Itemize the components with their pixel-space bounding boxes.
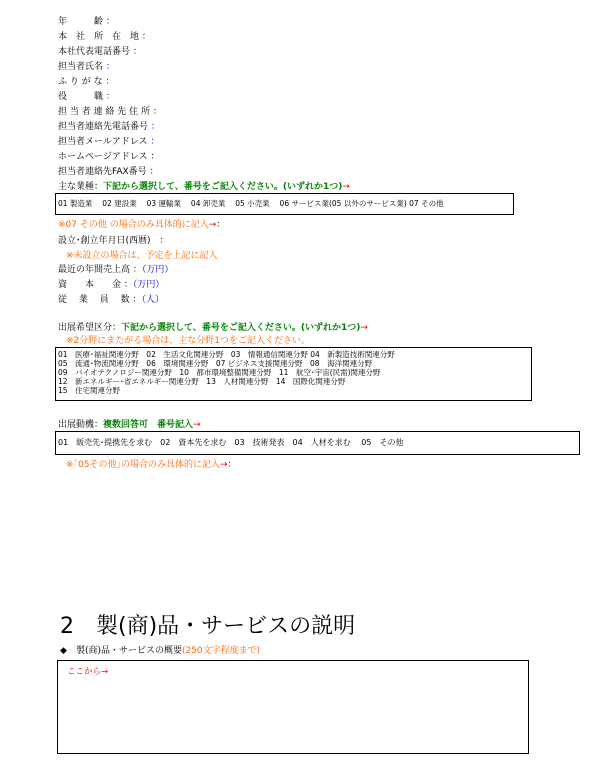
contact-phone-row	[58, 121, 160, 133]
industry-other-note: ※07 その他 の場合のみ具体的に記入	[58, 220, 209, 230]
hq-row	[58, 31, 151, 43]
furigana-row	[58, 76, 114, 88]
employees-unit: （人）	[141, 295, 164, 305]
sales-label: 最近の年間売上高 ：	[58, 265, 142, 275]
homepage-sep: ：	[150, 152, 160, 162]
hq-label: 本 社 所 在 地	[58, 32, 140, 42]
age-label: 年 齢	[58, 17, 104, 27]
title-label: 役 職	[58, 92, 104, 102]
exhibit-options-box[interactable]	[55, 347, 532, 401]
industry-other-arrow-icon: →	[208, 220, 217, 230]
industry-other-row	[58, 219, 225, 231]
exhibit-option-line: 05 流通･物流関連分野 06 環境関連分野 07 ビジネス支援関連分野 08 海洋関連分野	[58, 359, 373, 368]
motive-label: 出展動機	[58, 420, 95, 430]
exhibit-instruction: ：下記から選択して、番号をご記入ください。(いずれか1つ)	[112, 323, 361, 333]
contact-phone-label: 担当者連絡先電話番号	[58, 122, 149, 132]
sales-row	[58, 264, 173, 276]
phone-sep: ：	[132, 47, 142, 57]
motive-options-text: 01 販売先･提携先を求む 02 資本先を求む 03 技術発表 04 人材を求む 05 その他	[58, 438, 404, 447]
homepage-row	[58, 151, 159, 163]
industry-row	[58, 181, 350, 193]
industry-options-box[interactable]	[55, 193, 514, 215]
fax-row	[58, 166, 159, 178]
founding-row	[58, 235, 169, 247]
capital-row	[58, 279, 164, 291]
furigana-label: ふ り が な	[58, 77, 103, 87]
overview-placeholder: ここから→	[67, 667, 109, 677]
exhibit-option-line: 15 住宅関連分野	[58, 386, 121, 395]
age-sep: ：	[105, 17, 115, 27]
founding-note: ※未設立の場合は、予定を上記に記入	[66, 251, 218, 261]
motive-row	[58, 419, 201, 431]
industry-instruction: ：下記から選択して、番号をご記入ください。(いずれか1つ)	[94, 182, 343, 192]
motive-other-row	[66, 459, 237, 471]
contact-address-label: 担 当 者 連 絡 先 住 所	[58, 107, 151, 117]
employees-label: 従 業 員 数 ：	[58, 295, 142, 305]
capital-label: 資 本 金 ：	[58, 280, 133, 290]
contact-name-sep: ：	[105, 62, 115, 72]
industry-options-text: 01 製造業 02 建設業 03 運輸業 04 卸売業 05 小売業 06 サービス業(05 以外のサービス業) 07 その他	[58, 199, 444, 208]
founding-label: 設立･創立年月日(西暦) ：	[58, 236, 169, 246]
employees-row	[58, 294, 164, 306]
contact-name-row	[58, 61, 115, 73]
motive-options-box[interactable]	[55, 431, 580, 455]
contact-phone-sep: ：	[150, 122, 160, 132]
motive-other-sep: ：	[227, 460, 237, 470]
fax-sep: ：	[149, 167, 159, 177]
sales-unit: （万円）	[141, 265, 174, 275]
exhibit-arrow-icon: →	[360, 323, 368, 333]
exhibit-option-line: 09 バイオテクノロジー関連分野 10 都市環境整備関連分野 11 航空･宇宙(民需)関連分野	[58, 368, 381, 377]
industry-label: 主な業種	[58, 182, 95, 192]
contact-address-row	[58, 106, 162, 118]
motive-other-arrow-icon: →	[220, 460, 228, 470]
contact-email-row	[58, 136, 159, 148]
title-sep: ：	[105, 92, 115, 102]
industry-arrow-icon: →	[342, 182, 350, 192]
overview-hint: (250文字程度まで)	[181, 646, 261, 656]
overview-label: 製(商)品・サービスの概要	[75, 646, 182, 656]
contact-email-sep: ：	[150, 137, 160, 147]
motive-instruction: ：複数回答可 番号記入	[94, 420, 194, 430]
title-row	[58, 91, 115, 103]
exhibit-option-line: 12 新エネルギー･省エネルギー関連分野 13 人材関連分野 14 国際化関連分野	[58, 377, 346, 386]
industry-other-sep: ：	[216, 220, 226, 230]
fax-label: 担当者連絡先FAX番号	[58, 167, 147, 177]
diamond-bullet-icon: ◆	[60, 646, 67, 656]
exhibit-label: 出展希望区分	[58, 323, 113, 333]
hq-sep: ：	[141, 32, 151, 42]
homepage-label: ホームページアドレス	[58, 152, 148, 162]
contact-address-sep: ：	[152, 107, 162, 117]
capital-unit: （万円）	[132, 280, 165, 290]
exhibit-note: ※2分野にまたがる場合は、主な分野1つをご記入ください。	[66, 336, 310, 346]
motive-other-note: ※｢05その他｣の場合のみ具体的に記入	[66, 460, 220, 470]
phone-row	[58, 46, 142, 58]
section-title: 2 製(商)品・サービスの説明	[60, 614, 356, 639]
phone-label: 本社代表電話番号	[58, 47, 131, 57]
contact-name-label: 担当者氏名	[58, 62, 104, 72]
age-row	[58, 16, 115, 28]
contact-email-label: 担当者メールアドレス	[58, 137, 148, 147]
exhibit-option-line: 01 医療･福祉関連分野 02 生活文化関連分野 03 情報通信関連分野 04 新製造技術関連分野	[58, 350, 395, 359]
overview-textbox[interactable]	[57, 660, 529, 754]
overview-bullet	[60, 645, 260, 657]
exhibit-row	[58, 322, 368, 334]
furigana-sep: ：	[105, 77, 115, 87]
motive-arrow-icon: →	[193, 420, 201, 430]
